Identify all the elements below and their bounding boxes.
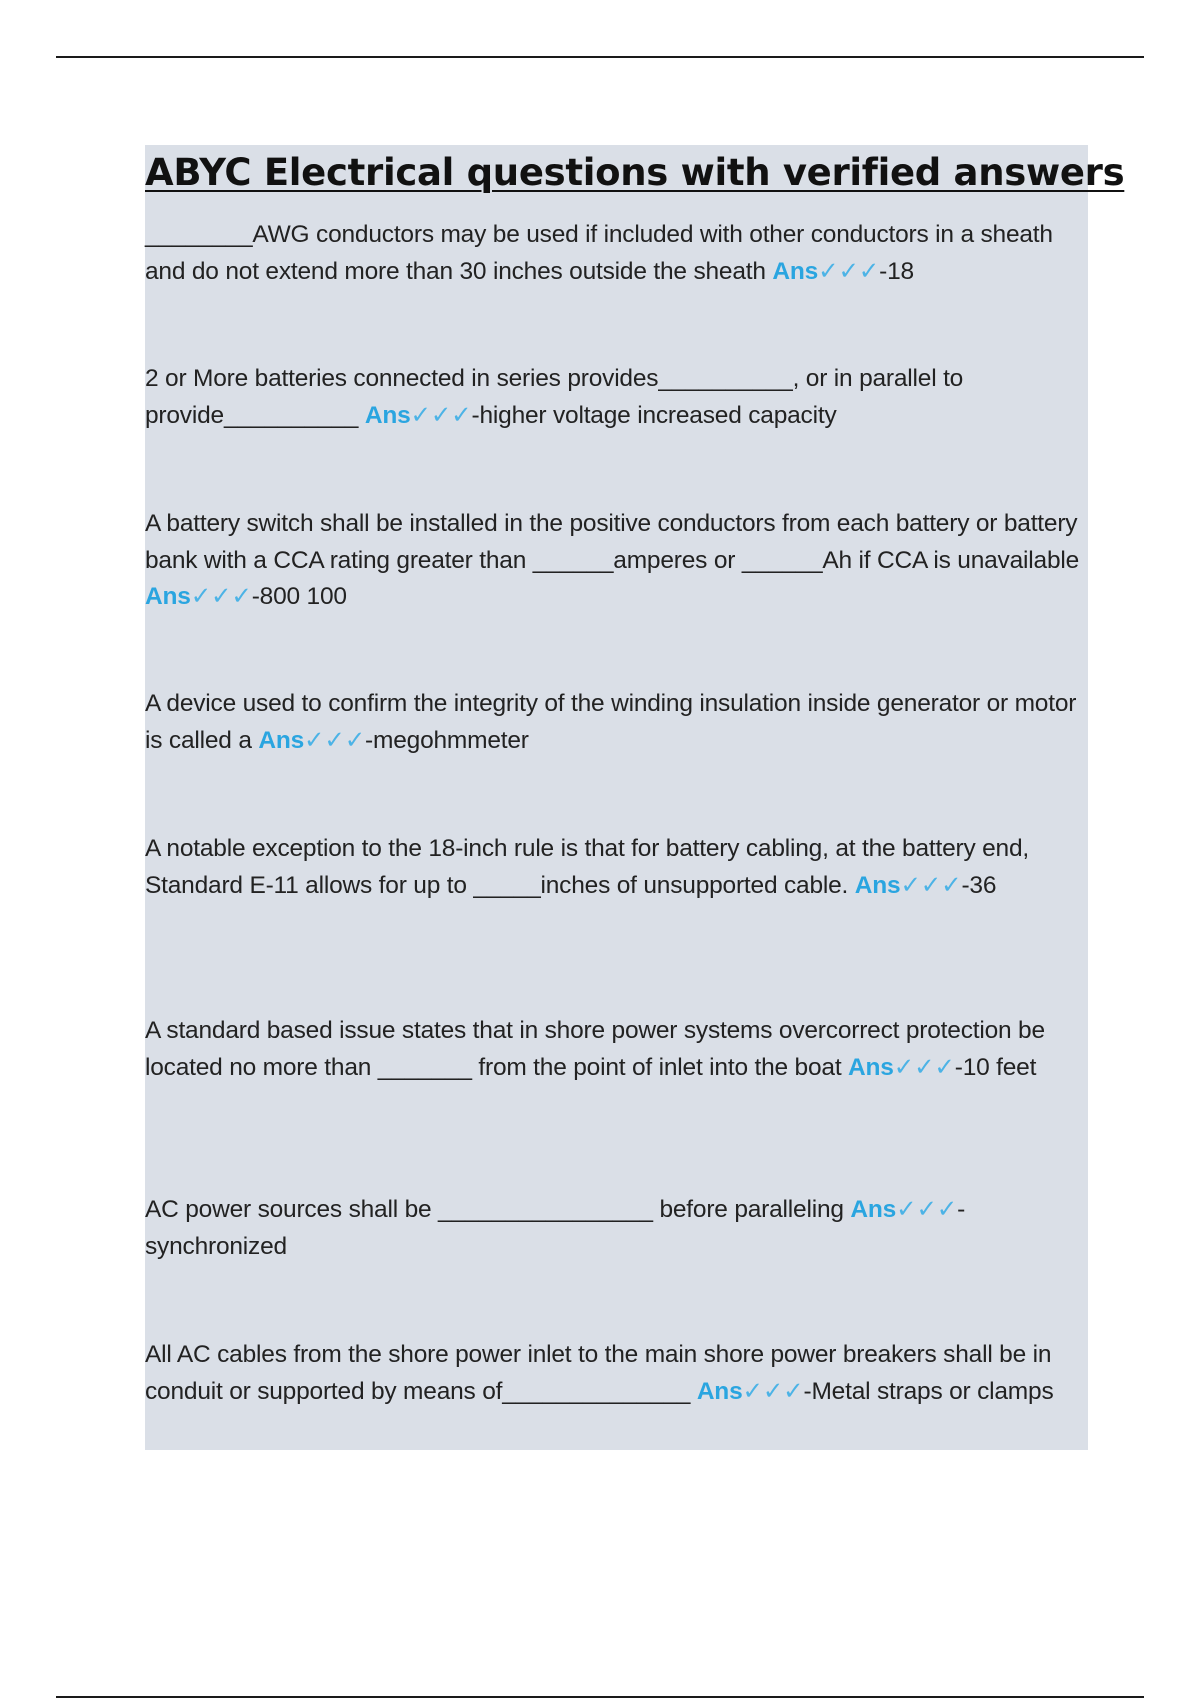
answer-label: Ans: [145, 583, 191, 610]
check-marks-icon: ✓✓✓: [818, 257, 880, 285]
qa-item-6: [145, 1013, 1090, 1086]
answer-text: -Metal straps or clamps: [803, 1377, 1054, 1405]
answer-text: -36: [961, 871, 997, 899]
answer-label: Ans: [854, 871, 901, 899]
answer-text: -10 feet: [954, 1053, 1037, 1081]
answer-label: Ans: [772, 257, 819, 285]
check-marks-icon: ✓✓✓: [896, 1196, 958, 1223]
question-text: 2 or More batteries connected in series provides__________, or in parallel to provide__________: [145, 365, 964, 429]
question-text: A standard based issue states that in shore power systems overcorrect protection be located no more than _______ from the point of inlet into the boat: [145, 1017, 1045, 1081]
answer-label: Ans: [848, 1053, 894, 1081]
question-text: A notable exception to the 18-inch rule is that for battery cabling, at the battery end, Standard E-11 allows for up to _____inches of unsupported cable.: [145, 835, 1030, 899]
qa-item-2: [145, 361, 1090, 434]
answer-label: Ans: [258, 726, 305, 754]
answer-label: Ans: [364, 401, 411, 429]
question-text: A device used to confirm the integrity of the winding insulation inside generator or motor is called a: [145, 690, 1077, 754]
answer-text: -higher voltage increased capacity: [471, 401, 837, 429]
check-marks-icon: ✓✓✓: [190, 583, 252, 610]
answer-label: Ans: [850, 1196, 897, 1223]
document-title: ABYC Electrical questions with verified answers: [145, 151, 1125, 194]
answer-text: -800 100: [251, 583, 347, 610]
check-marks-icon: ✓✓✓: [900, 871, 962, 899]
qa-item-1: [145, 217, 1090, 290]
top-rule: [56, 56, 1144, 58]
content-block: [145, 145, 1125, 1450]
question-text: ________AWG conductors may be used if included with other conductors in a sheath and do not extend more than 30 inches outside the sheath: [145, 221, 1053, 285]
check-marks-icon: ✓✓✓: [410, 401, 472, 429]
check-marks-icon: ✓✓✓: [893, 1053, 955, 1081]
qa-item-8: [145, 1337, 1090, 1410]
answer-text: -megohmmeter: [365, 726, 529, 754]
answer-text: -18: [879, 257, 914, 285]
answer-label: Ans: [696, 1377, 743, 1405]
answer-text: -synchronized: [145, 1196, 966, 1260]
bottom-rule: [56, 1696, 1144, 1698]
qa-item-5: [145, 831, 1090, 904]
question-text: AC power sources shall be ________________ before paralleling: [145, 1196, 851, 1223]
question-text: All AC cables from the shore power inlet to the main shore power breakers shall be in conduit or supported by means of______________: [145, 1341, 1052, 1405]
qa-item-3: [145, 506, 1090, 616]
question-text: A battery switch shall be installed in the positive conductors from each battery or battery bank with a CCA rating greater than ______amperes or ______Ah if CCA is unavailable: [145, 510, 1080, 574]
qa-item-4: [145, 686, 1090, 759]
qa-item-7: [145, 1192, 1090, 1265]
check-marks-icon: ✓✓✓: [304, 726, 366, 754]
check-marks-icon: ✓✓✓: [742, 1377, 804, 1405]
